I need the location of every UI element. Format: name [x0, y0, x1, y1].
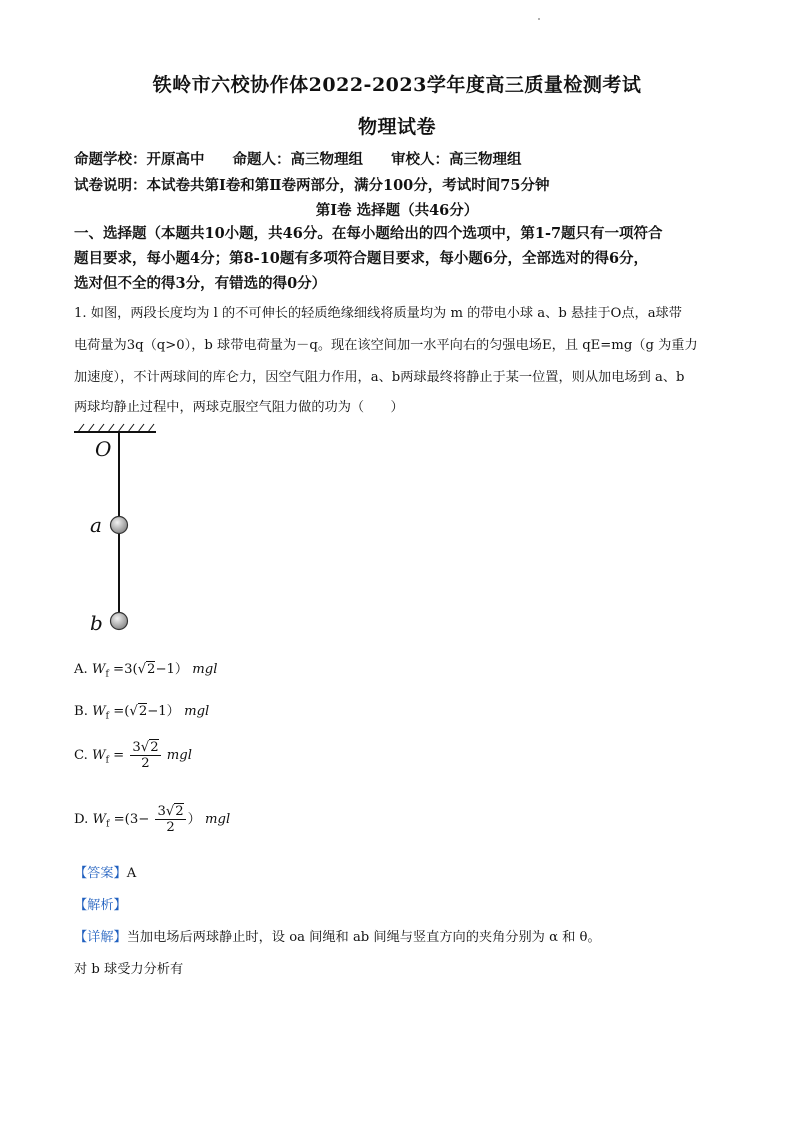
- reviewer-label: 审校人：高三物理组: [391, 151, 522, 168]
- author-label: 命题人：高三物理组: [232, 151, 363, 168]
- section-instructions-line-2: 题目要求，每小题4分；第8-10题有多项符合题目要求，每小题6分，全部选对的得6分，: [74, 250, 649, 267]
- school-label: 命题学校：开原高中: [74, 151, 205, 168]
- detail-text: 当加电场后两球静止时，设 oa 间绳和 ab 间绳与竖直方向的夹角分别为 α 和 θ。: [126, 930, 601, 945]
- detail-tag: 【详解】: [74, 930, 127, 945]
- question-1-line-2: 电荷量为3q（q>0），b 球带电荷量为－q。现在该空间加一水平向右的匀强电场E，且 qE=mg（g 为重力: [74, 338, 698, 353]
- answer-tag: 【答案】: [74, 866, 127, 881]
- ball-b: [111, 613, 128, 630]
- exam-meta-authors: [74, 148, 522, 169]
- option-b[interactable]: B. $W_f =(√2-1)$ mgl: [74, 704, 210, 722]
- option-a[interactable]: A. $W_f =3(√2-1)$ mgl: [74, 662, 218, 680]
- fraction-d: $\frac{3√2}{2}$: [157, 804, 184, 835]
- exam-title: 铁岭市六校协作体2022-2023学年度高三质量检测考试: [152, 74, 642, 96]
- section-instructions-line-1: 一、选择题（本题共10小题，共46分。在每小题给出的四个选项中，第1-7题只有一项符合: [74, 225, 663, 242]
- fraction-c: $\frac{3√2}{2}$: [132, 740, 159, 771]
- analysis-tag: 【解析】: [74, 898, 127, 913]
- pendulum-figure: [70, 420, 170, 640]
- analysis-line: [74, 894, 127, 913]
- question-1-line-1: 1. 如图，两段长度均为 l 的不可伸长的轻质绝缘细线将质量均为 m 的带电小球 a、b 悬挂于O点，a球带: [74, 306, 682, 321]
- part-one-title: 第Ⅰ卷 选择题（共46分）: [315, 202, 479, 219]
- label-b: b: [90, 611, 103, 635]
- exam-subtitle: 物理试卷: [357, 116, 436, 138]
- answer-value: A: [126, 866, 137, 881]
- option-c[interactable]: C. $W_f$ = $\frac{3√2}{2}$ mgl: [74, 740, 192, 771]
- section-instructions-line-3: 选对但不全的得3分，有错选的得0分）: [74, 275, 327, 292]
- answer-line: [74, 862, 136, 881]
- exam-note: 试卷说明：本试卷共第Ⅰ卷和第Ⅱ卷两部分，满分100分，考试时间75分钟: [74, 177, 550, 194]
- ball-a: [111, 517, 128, 534]
- ceiling-hatch: [74, 424, 156, 432]
- question-1-line-4: 两球均静止过程中，两球克服空气阻力做的功为（ ）: [74, 400, 404, 415]
- label-o: O: [95, 437, 112, 461]
- scan-speck: [538, 18, 540, 20]
- option-d[interactable]: D. $W_f =(3-$ $\frac{3√2}{2}$ ） mgl: [74, 804, 231, 835]
- detail-line: [74, 926, 601, 945]
- label-a: a: [90, 513, 102, 537]
- force-analysis-line: 对 b 球受力分析有: [74, 962, 184, 977]
- question-1-line-3: 加速度），不计两球间的库仑力，因空气阻力作用，a、b两球最终将静止于某一位置，则从加电场到 a、b: [74, 370, 685, 385]
